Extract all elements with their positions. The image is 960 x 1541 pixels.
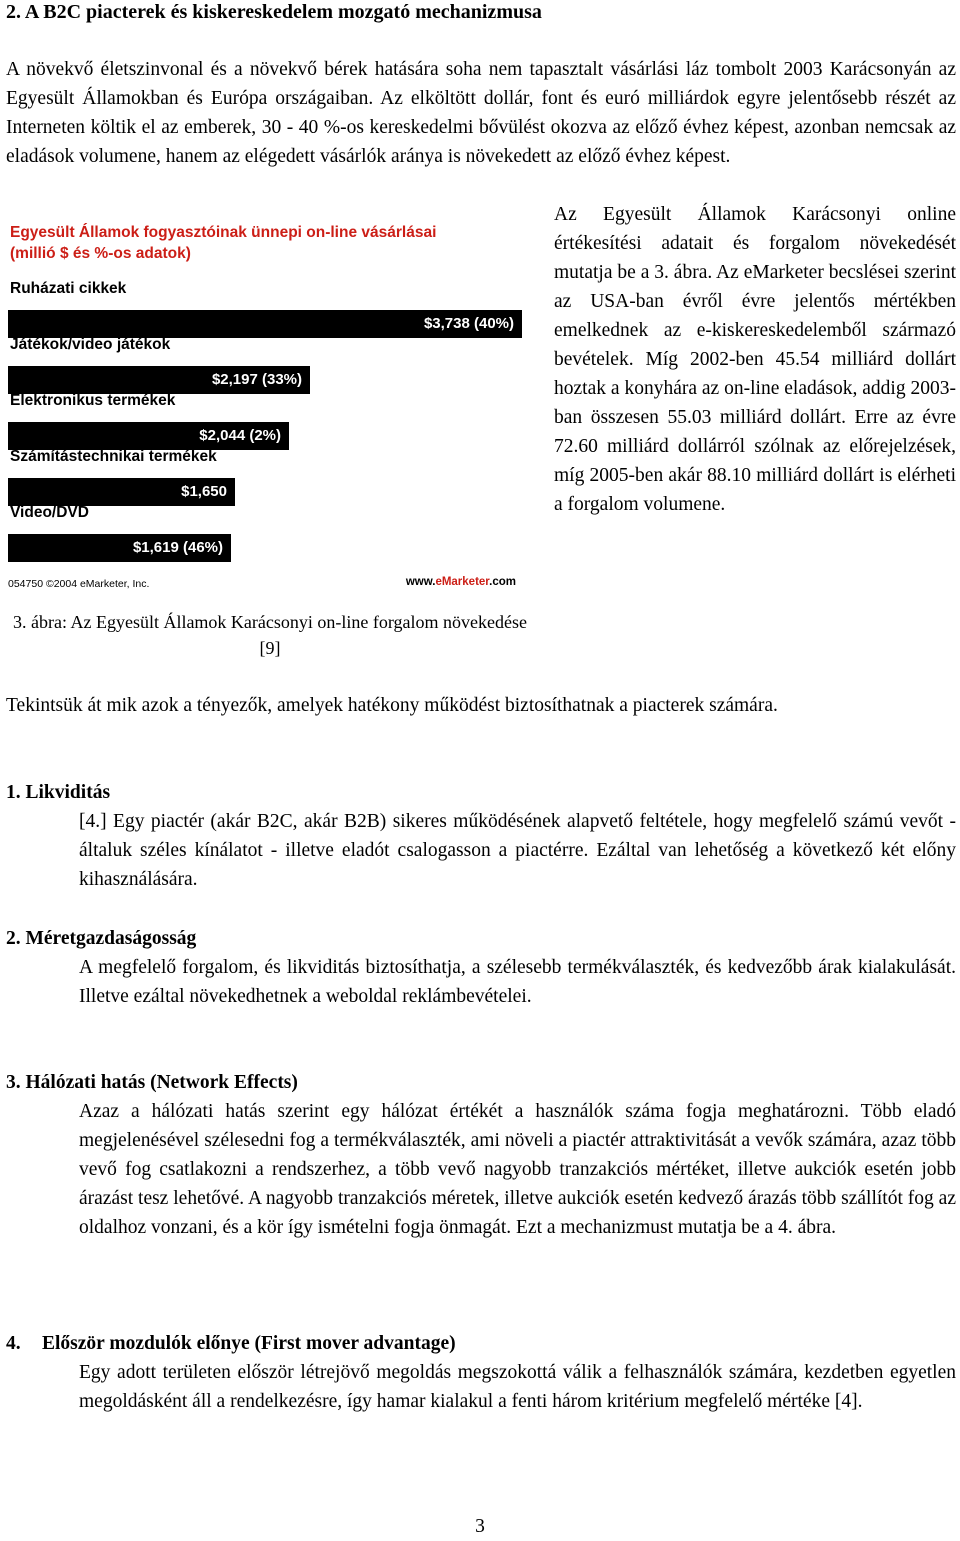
chart-title: Egyesült Államok fogyasztóinak ünnepi on-line vásárlásai (millió $ és %-os adatok) xyxy=(10,224,437,262)
chart-copyright: 054750 ©2004 eMarketer, Inc. xyxy=(8,578,150,590)
section-heading: 2. A B2C piacterek és kiskereskedelem mozgató mechanizmusa xyxy=(6,1,542,23)
bar xyxy=(8,534,231,562)
section-body: Azaz a hálózati hatás szerint egy hálózat értékét a használók száma fogja meghatározni. Több eladó megjelenésével szélesedni fog a termékválaszték, ami növeli a piactér attraktivitását a vevők számára, azaz több vevő fog csatlakozni a rendszerhez, a több vevő nagyobb tranzakciós mértéket, illetve aukciók esetén jobb árazást tesz lehetővé. A nagyobb tranzakciós méretek, illetve aukciók esetén kedvező árazás több szállítót fog az oldalhoz vonzani, és a kör így ismételni fogja önmagát. Ezt a mechanizmust mutatja be a 4. ábra. xyxy=(79,1101,956,1238)
section-number: 4. xyxy=(6,1333,21,1354)
bar-chart xyxy=(4,214,520,590)
category-label: Elektronikus termékek xyxy=(10,392,176,409)
bar-value-label: $1,650 xyxy=(181,483,227,500)
section-title: 1. Likviditás xyxy=(6,782,111,803)
section-body: [4.] Egy piactér (akár B2C, akár B2B) sikeres működésének alapvető feltétele, hogy megfelelő számú vevőt - általuk széles kínálatot - illetve eladót csalogasson a piactérre. Ezáltal van lehetőség a következő két előny kihasználására. xyxy=(79,811,956,890)
chart-source-url xyxy=(406,568,516,597)
source-brand: eMarketer xyxy=(435,576,490,588)
source-url-suffix: .com xyxy=(489,576,516,588)
category-label: Video/DVD xyxy=(10,504,89,521)
side-paragraph: Az Egyesült Államok Karácsonyi online értékesítési adatait és forgalom növekedését mutatja be a 3. ábra. Az eMarketer becslései szerint az USA-ban évről évre jelentős mértékben emelkednek az e-kiskereskedelemből származó bevételek. Míg 2002-ben 45.54 milliárd dollárt hoztak a konyhára az on-line eladások, addig 2003-ban összesen 55.03 milliárd dollárt. Erre az évre 72.60 milliárd dollárról szólnak az előrejelzések, míg 2005-ben akár 88.10 milliárd dollárt is elérheti a forgalom volumene. xyxy=(554,204,956,515)
section-body: Egy adott területen először létrejövő megoldás megszokottá válik a felhasználók számára, kezdetben egyetlen megoldásként áll a rendelkezésre, így hamar kialakul a fenti három kritérium megfelelő mértéke [4]. xyxy=(79,1362,956,1412)
section-title xyxy=(6,1329,956,1358)
bar-value-label: $1,619 (46%) xyxy=(132,539,223,556)
section-title-text: Először mozdulók előnye (First mover advantage) xyxy=(42,1333,456,1354)
bar xyxy=(8,310,522,338)
page-number: 3 xyxy=(475,1516,485,1537)
section-liquidity xyxy=(6,778,956,894)
section-title: 2. Méretgazdaságosság xyxy=(6,928,197,949)
bar xyxy=(8,478,235,506)
category-label: Számítástechnikai termékek xyxy=(10,448,217,465)
figure-caption: 3. ábra: Az Egyesült Államok Karácsonyi on-line forgalom növekedése [9] xyxy=(12,612,528,658)
bar xyxy=(8,422,289,450)
category-label: Ruházati cikkek xyxy=(10,280,127,297)
bar-value-label: $2,197 (33%) xyxy=(211,371,302,388)
intro-paragraph: A növekvő életszinvonal és a növekvő bérek hatására soha nem tapasztalt vásárlási láz tombolt 2003 Karácsonyán az Egyesült Államokban és Európa országaiban. Az elköltött dollár, font és euró milliárdok egyre jelentősebb részét az Interneten költik el az emberek, 30 - 40 %-os kereskedelmi bővülést okozva az előző évhez képest, azonban nemcsak az eladások volumene, hanem az elégedett vásárlók aránya is növekedett az előző évhez képest. xyxy=(6,59,956,167)
bar xyxy=(8,366,310,394)
section-network-effects xyxy=(6,1068,956,1242)
bar-value-label: $3,738 (40%) xyxy=(423,315,514,332)
factors-intro: Tekintsük át mik azok a tényezők, amelyek hatékony működést biztosíthatnak a piacterek számára. xyxy=(6,695,778,716)
bar-value-label: $2,044 (2%) xyxy=(199,427,281,444)
source-url-prefix: www. xyxy=(405,576,436,588)
section-first-mover xyxy=(6,1329,956,1416)
category-label: Játékok/video játékok xyxy=(10,336,171,353)
section-body: A megfelelő forgalom, és likviditás biztosíthatja, a szélesebb termékválaszték, és kedvezőbb árak kialakulását. Illetve ezáltal növekedhetnek a weboldal reklámbevételei. xyxy=(79,957,956,1007)
section-title: 3. Hálózati hatás (Network Effects) xyxy=(6,1072,298,1093)
section-economies-of-scale xyxy=(6,924,956,1011)
